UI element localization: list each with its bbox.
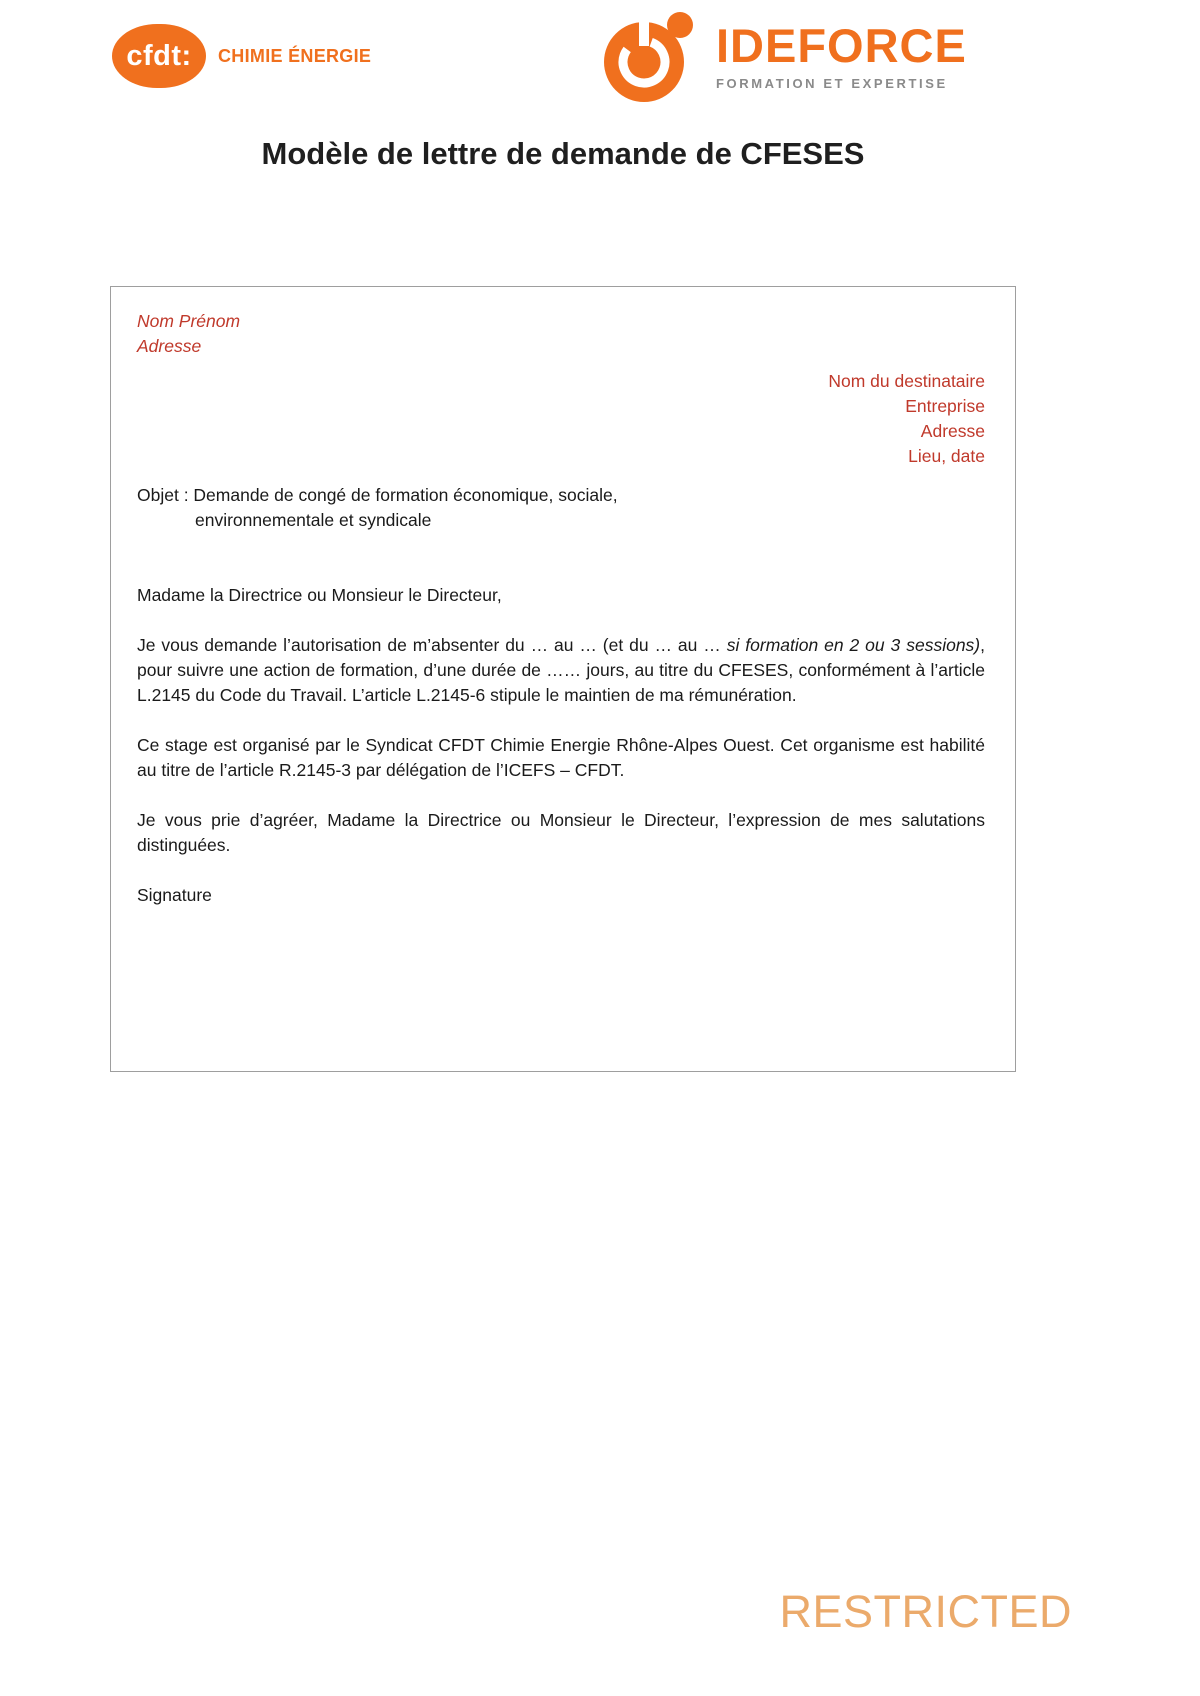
recipient-block bbox=[137, 369, 985, 469]
objet-line2: environnementale et syndicale bbox=[195, 510, 432, 530]
objet-block bbox=[137, 483, 985, 533]
recipient-line: Nom du destinataire bbox=[828, 371, 985, 391]
paragraph-request-part2: , pour suivre une action de formation, d’une durée de …… jours, au titre du CFESES, conformément à l’article L.2145 du Code du Travail. L’article L.2145-6 stipule le maintien de ma rémunération. bbox=[137, 635, 985, 705]
cfdt-logo bbox=[112, 24, 371, 88]
letter-box bbox=[110, 286, 1016, 1072]
sender-name: Nom Prénom bbox=[137, 311, 241, 331]
ideforce-logo-textblock bbox=[716, 18, 967, 91]
paragraph-request bbox=[137, 633, 985, 708]
cfdt-logo-icon bbox=[112, 24, 206, 88]
ideforce-logo bbox=[596, 8, 967, 104]
restricted-watermark: RESTRICTED bbox=[779, 1586, 1072, 1637]
sender-address: Adresse bbox=[137, 336, 202, 356]
objet-line1: Objet : Demande de congé de formation économique, sociale, bbox=[137, 485, 618, 505]
cfdt-logo-text: cfdt: bbox=[126, 39, 192, 72]
ideforce-logo-name: IDEFORCE bbox=[716, 18, 967, 72]
recipient-line: Adresse bbox=[920, 421, 985, 441]
ideforce-logo-icon bbox=[596, 8, 702, 104]
cfdt-logo-subtext: CHIMIE ÉNERGIE bbox=[218, 45, 372, 66]
signature-label: Signature bbox=[137, 885, 212, 905]
ideforce-logo-subtext: FORMATION ET EXPERTISE bbox=[716, 75, 948, 91]
paragraph-request-italic: si formation en 2 ou 3 sessions) bbox=[726, 635, 981, 655]
recipient-line: Entreprise bbox=[905, 396, 985, 416]
paragraph-request-part1: Je vous demande l’autorisation de m’absenter du … au … (et du … au … bbox=[137, 635, 727, 655]
salutation: Madame la Directrice ou Monsieur le Directeur, bbox=[137, 585, 502, 605]
page-title: Modèle de lettre de demande de CFESES bbox=[261, 136, 865, 171]
paragraph-organizer: Ce stage est organisé par le Syndicat CFDT Chimie Energie Rhône-Alpes Ouest. Cet organisme est habilité au titre de l’article R.2145-3 par délégation de l’ICEFS – CFDT. bbox=[137, 735, 985, 780]
paragraph-closing: Je vous prie d’agréer, Madame la Directrice ou Monsieur le Directeur, l’expression de mes salutations distinguées. bbox=[137, 810, 985, 855]
recipient-line: Lieu, date bbox=[908, 446, 985, 466]
sender-block bbox=[137, 309, 985, 359]
